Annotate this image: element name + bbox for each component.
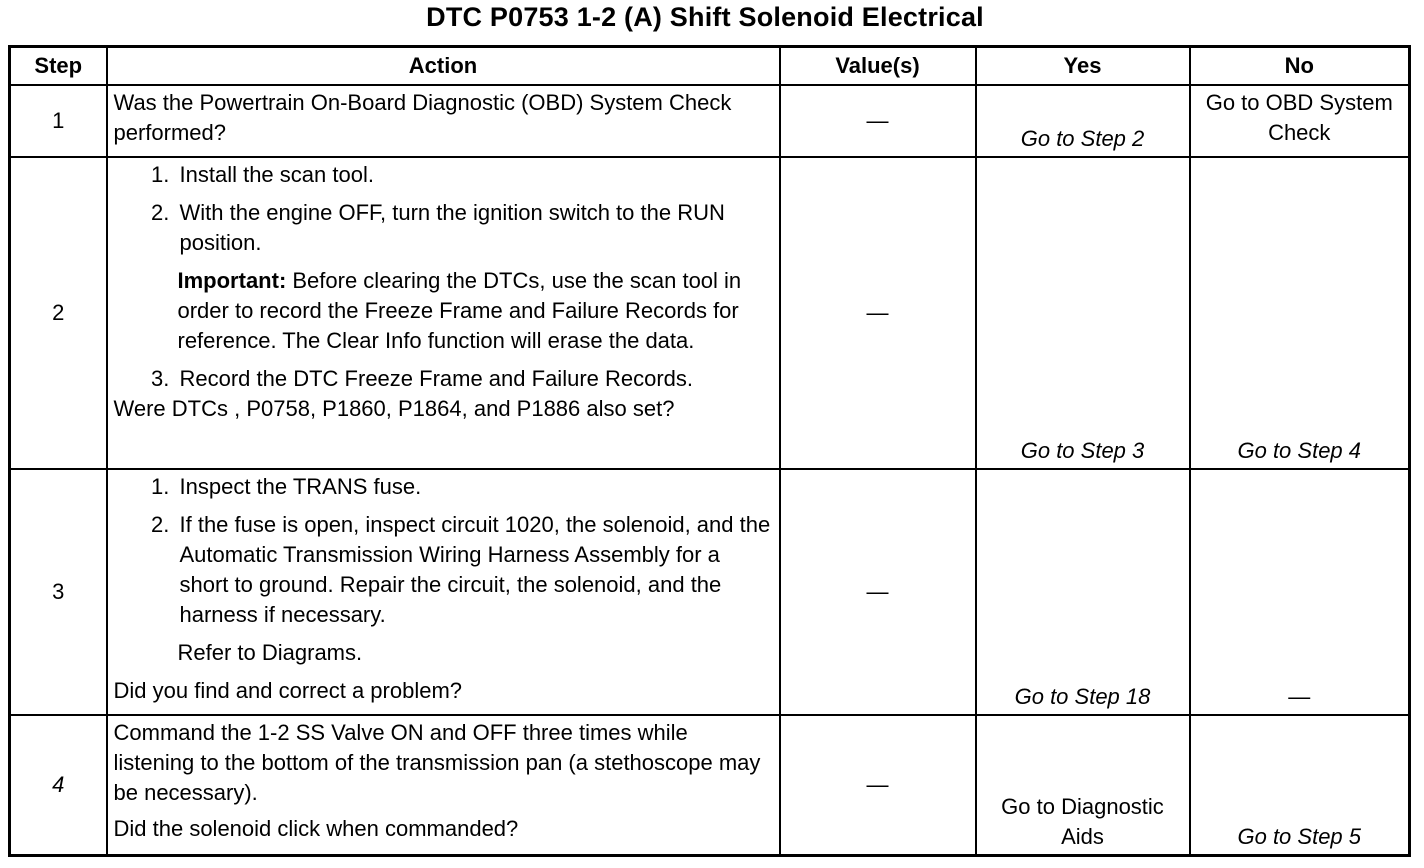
yes-cell: Go to Diagnostic Aids — [976, 715, 1190, 856]
action-cell — [107, 85, 780, 157]
step-number: 2 — [10, 157, 107, 469]
value-cell: — — [780, 157, 976, 469]
table-row — [10, 157, 1410, 469]
yes-cell: Go to Step 2 — [976, 85, 1190, 157]
no-cell: Go to Step 5 — [1190, 715, 1410, 856]
action-step-item: 1. Install the scan tool. — [176, 160, 773, 190]
action-step-item: 3. Record the DTC Freeze Frame and Failure Records. — [176, 364, 773, 394]
step-number: 4 — [10, 715, 107, 856]
header-yes: Yes — [976, 47, 1190, 86]
action-step-item: 1. Inspect the TRANS fuse. — [176, 472, 773, 502]
action-note: Refer to Diagrams. — [177, 640, 363, 665]
table-row — [10, 469, 1410, 715]
action-text: Command the 1-2 SS Valve ON and OFF three times while listening to the bottom of the transmission pan (a stethoscope may be necessary). — [113, 720, 761, 805]
action-question: Did you find and correct a problem? — [113, 678, 463, 703]
header-step: Step — [10, 47, 107, 86]
page-title: DTC P0753 1-2 (A) Shift Solenoid Electrical — [426, 2, 984, 32]
table-header-row — [10, 47, 1410, 86]
action-steps — [114, 472, 773, 630]
no-cell: Go to Step 4 — [1190, 157, 1410, 469]
action-cell — [107, 157, 780, 469]
table-row — [10, 715, 1410, 856]
important-text: Before clearing the DTCs, use the scan tool in order to record the Freeze Frame and Failure Records for reference. The Clear Info function will erase the data. — [177, 268, 742, 353]
important-note — [178, 266, 773, 356]
action-steps — [114, 364, 773, 394]
yes-cell: Go to Step 3 — [976, 157, 1190, 469]
important-label: Important: — [177, 268, 287, 293]
yes-cell: Go to Step 18 — [976, 469, 1190, 715]
value-cell: — — [780, 715, 976, 856]
header-action: Action — [107, 47, 780, 86]
action-question: Were DTCs , P0758, P1860, P1864, and P1886 also set? — [113, 396, 675, 421]
header-no: No — [1190, 47, 1410, 86]
action-steps — [114, 160, 773, 258]
value-cell: — — [780, 469, 976, 715]
action-cell — [107, 469, 780, 715]
value-cell: — — [780, 85, 976, 157]
no-cell: — — [1190, 469, 1410, 715]
no-cell: Go to OBD System Check — [1190, 85, 1410, 157]
header-values: Value(s) — [780, 47, 976, 86]
action-question: Did the solenoid click when commanded? — [113, 816, 519, 841]
table-row — [10, 85, 1410, 157]
action-text: Was the Powertrain On-Board Diagnostic (OBD) System Check performed? — [113, 90, 732, 145]
diagnostic-table — [8, 45, 1411, 857]
action-step-item: 2. If the fuse is open, inspect circuit 1020, the solenoid, and the Automatic Transmission Wiring Harness Assembly for a short to ground. Repair the circuit, the solenoid, and the harness if necessary. — [176, 510, 773, 630]
action-cell — [107, 715, 780, 856]
step-number: 1 — [10, 85, 107, 157]
step-number: 3 — [10, 469, 107, 715]
action-step-item: 2. With the engine OFF, turn the ignition switch to the RUN position. — [176, 198, 773, 258]
